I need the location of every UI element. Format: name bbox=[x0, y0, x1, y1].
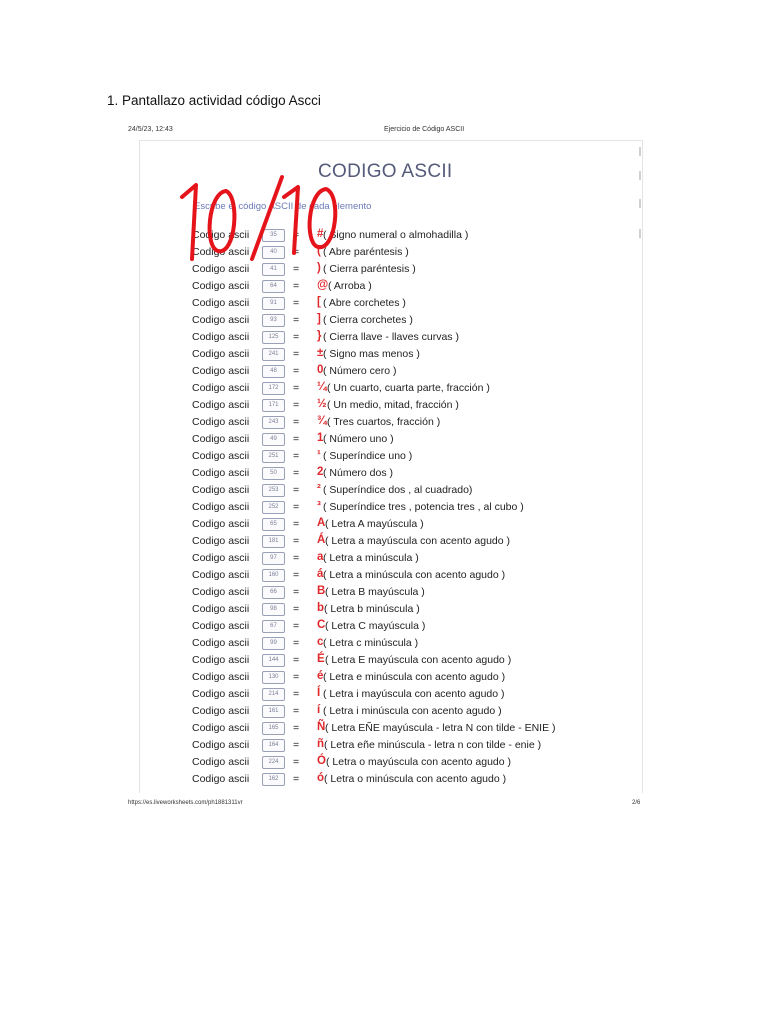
row-label: Codigo ascii bbox=[192, 433, 250, 445]
ascii-row bbox=[192, 550, 632, 567]
equals-sign: = bbox=[293, 773, 300, 785]
character-description: ( Cierra llave - llaves curvas ) bbox=[323, 331, 459, 343]
ascii-code-input[interactable]: 35 bbox=[262, 229, 285, 242]
ascii-code-input[interactable]: 252 bbox=[262, 501, 285, 514]
row-label: Codigo ascii bbox=[192, 280, 250, 292]
character-description: ( Superíndice uno ) bbox=[323, 450, 413, 462]
row-label: Codigo ascii bbox=[192, 569, 250, 581]
row-label: Codigo ascii bbox=[192, 331, 250, 343]
character-description: ( Letra C mayúscula ) bbox=[325, 620, 426, 632]
ascii-character: ) bbox=[317, 262, 321, 274]
ascii-code-input[interactable]: 243 bbox=[262, 416, 285, 429]
row-label: Codigo ascii bbox=[192, 501, 250, 513]
ascii-row bbox=[192, 380, 632, 397]
character-description: ( Letra o minúscula con acento agudo ) bbox=[324, 773, 507, 785]
row-label: Codigo ascii bbox=[192, 314, 250, 326]
row-label: Codigo ascii bbox=[192, 654, 250, 666]
ascii-row bbox=[192, 397, 632, 414]
equals-sign: = bbox=[293, 654, 300, 666]
character-description: ( Letra i minúscula con acento agudo ) bbox=[323, 705, 502, 717]
row-label: Codigo ascii bbox=[192, 399, 250, 411]
ascii-row bbox=[192, 601, 632, 618]
row-label: Codigo ascii bbox=[192, 297, 250, 309]
character-description: ( Letra b minúscula ) bbox=[324, 603, 420, 615]
ascii-code-input[interactable]: 161 bbox=[262, 705, 285, 718]
ascii-character: í bbox=[317, 704, 321, 716]
ascii-row bbox=[192, 533, 632, 550]
ascii-code-input[interactable]: 40 bbox=[262, 246, 285, 259]
equals-sign: = bbox=[293, 586, 300, 598]
row-label: Codigo ascii bbox=[192, 450, 250, 462]
ascii-character: ó bbox=[317, 772, 325, 784]
equals-sign: = bbox=[293, 382, 300, 394]
ascii-code-input[interactable]: 162 bbox=[262, 773, 285, 786]
row-label: Codigo ascii bbox=[192, 263, 250, 275]
ascii-rows bbox=[192, 227, 632, 788]
ascii-row bbox=[192, 227, 632, 244]
ascii-row bbox=[192, 618, 632, 635]
ascii-character: ¹ bbox=[317, 449, 321, 461]
equals-sign: = bbox=[293, 688, 300, 700]
ascii-code-input[interactable]: 165 bbox=[262, 722, 285, 735]
ascii-code-input[interactable]: 65 bbox=[262, 518, 285, 531]
ascii-row bbox=[192, 635, 632, 652]
ascii-code-input[interactable]: 144 bbox=[262, 654, 285, 667]
equals-sign: = bbox=[293, 433, 300, 445]
worksheet-title: CODIGO ASCII bbox=[318, 161, 453, 182]
ascii-character: Á bbox=[317, 534, 326, 546]
ascii-character: á bbox=[317, 568, 324, 580]
character-description: ( Superíndice tres , potencia tres , al cubo ) bbox=[323, 501, 524, 513]
ascii-code-input[interactable]: 66 bbox=[262, 586, 285, 599]
character-description: ( Letra E mayúscula con acento agudo ) bbox=[325, 654, 512, 666]
ascii-row bbox=[192, 346, 632, 363]
equals-sign: = bbox=[293, 501, 300, 513]
page-heading: 1. Pantallazo actividad código Ascci bbox=[107, 93, 321, 108]
equals-sign: = bbox=[293, 552, 300, 564]
ascii-code-input[interactable]: 64 bbox=[262, 280, 285, 293]
worksheet-instruction: Escribe el código ASCII de cada elemento bbox=[194, 201, 372, 212]
ascii-row bbox=[192, 244, 632, 261]
ascii-row bbox=[192, 584, 632, 601]
character-description: ( Letra a minúscula ) bbox=[323, 552, 419, 564]
row-label: Codigo ascii bbox=[192, 603, 250, 615]
ascii-code-input[interactable]: 130 bbox=[262, 671, 285, 684]
ascii-row bbox=[192, 703, 632, 720]
row-label: Codigo ascii bbox=[192, 535, 250, 547]
equals-sign: = bbox=[293, 637, 300, 649]
character-description: ( Abre corchetes ) bbox=[323, 297, 406, 309]
character-description: ( Letra a minúscula con acento agudo ) bbox=[323, 569, 506, 581]
ascii-character: ± bbox=[317, 347, 324, 359]
ascii-character: 0 bbox=[317, 364, 324, 376]
equals-sign: = bbox=[293, 756, 300, 768]
print-title: Ejercicio de Código ASCII bbox=[384, 126, 465, 133]
ascii-row bbox=[192, 278, 632, 295]
row-label: Codigo ascii bbox=[192, 518, 250, 530]
ascii-character: ñ bbox=[317, 738, 325, 750]
ascii-character: ] bbox=[317, 313, 321, 325]
ascii-code-input[interactable]: 98 bbox=[262, 603, 285, 616]
ascii-character: Í bbox=[317, 687, 321, 699]
equals-sign: = bbox=[293, 620, 300, 632]
ascii-code-input[interactable]: 99 bbox=[262, 637, 285, 650]
worksheet-screenshot bbox=[139, 140, 643, 793]
ascii-code-input[interactable]: 253 bbox=[262, 484, 285, 497]
ascii-character: a bbox=[317, 551, 324, 563]
character-description: ( Tres cuartos, fracción ) bbox=[327, 416, 441, 428]
ascii-code-input[interactable]: 181 bbox=[262, 535, 285, 548]
ascii-code-input[interactable]: 241 bbox=[262, 348, 285, 361]
equals-sign: = bbox=[293, 722, 300, 734]
row-label: Codigo ascii bbox=[192, 722, 250, 734]
ascii-row bbox=[192, 261, 632, 278]
ascii-row bbox=[192, 465, 632, 482]
character-description: ( Letra c minúscula ) bbox=[323, 637, 419, 649]
character-description: ( Un cuarto, cuarta parte, fracción ) bbox=[327, 382, 490, 394]
ascii-character: C bbox=[317, 619, 326, 631]
ascii-row bbox=[192, 771, 632, 788]
ascii-row bbox=[192, 567, 632, 584]
ascii-code-input[interactable]: 48 bbox=[262, 365, 285, 378]
row-label: Codigo ascii bbox=[192, 229, 250, 241]
equals-sign: = bbox=[293, 484, 300, 496]
character-description: ( Letra e minúscula con acento agudo ) bbox=[323, 671, 506, 683]
row-label: Codigo ascii bbox=[192, 246, 250, 258]
equals-sign: = bbox=[293, 314, 300, 326]
row-label: Codigo ascii bbox=[192, 552, 250, 564]
ascii-row bbox=[192, 669, 632, 686]
ascii-character: b bbox=[317, 602, 325, 614]
equals-sign: = bbox=[293, 263, 300, 275]
ascii-character: # bbox=[317, 228, 324, 240]
ascii-character: @ bbox=[317, 279, 329, 291]
row-label: Codigo ascii bbox=[192, 739, 250, 751]
equals-sign: = bbox=[293, 280, 300, 292]
equals-sign: = bbox=[293, 416, 300, 428]
ascii-character: A bbox=[317, 517, 326, 529]
equals-sign: = bbox=[293, 603, 300, 615]
equals-sign: = bbox=[293, 365, 300, 377]
ascii-code-input[interactable]: 49 bbox=[262, 433, 285, 446]
character-description: ( Abre paréntesis ) bbox=[323, 246, 409, 258]
ascii-row bbox=[192, 312, 632, 329]
row-label: Codigo ascii bbox=[192, 382, 250, 394]
ascii-code-input[interactable]: 171 bbox=[262, 399, 285, 412]
character-description: ( Letra o mayúscula con acento agudo ) bbox=[326, 756, 512, 768]
equals-sign: = bbox=[293, 399, 300, 411]
ascii-character: ¾ bbox=[317, 415, 327, 427]
ascii-row bbox=[192, 431, 632, 448]
ascii-character: B bbox=[317, 585, 326, 597]
ascii-code-input[interactable]: 50 bbox=[262, 467, 285, 480]
print-page: 2/6 bbox=[632, 800, 641, 806]
scroll-marker bbox=[639, 229, 641, 238]
equals-sign: = bbox=[293, 450, 300, 462]
ascii-character: 2 bbox=[317, 466, 324, 478]
equals-sign: = bbox=[293, 705, 300, 717]
ascii-character: é bbox=[317, 670, 324, 682]
ascii-code-input[interactable]: 224 bbox=[262, 756, 285, 769]
equals-sign: = bbox=[293, 535, 300, 547]
ascii-code-input[interactable]: 164 bbox=[262, 739, 285, 752]
character-description: ( Número uno ) bbox=[323, 433, 394, 445]
scroll-marker bbox=[639, 147, 641, 156]
character-description: ( Letra EÑE mayúscula - letra N con tilde - ENIE ) bbox=[325, 722, 556, 734]
ascii-character: Ó bbox=[317, 755, 326, 767]
ascii-code-input[interactable]: 91 bbox=[262, 297, 285, 310]
ascii-code-input[interactable]: 172 bbox=[262, 382, 285, 395]
character-description: ( Letra eñe minúscula - letra n con tilde - enie ) bbox=[324, 739, 542, 751]
scroll-marker bbox=[639, 199, 641, 208]
character-description: ( Cierra corchetes ) bbox=[323, 314, 413, 326]
row-label: Codigo ascii bbox=[192, 773, 250, 785]
ascii-row bbox=[192, 686, 632, 703]
ascii-character: ( bbox=[317, 245, 321, 257]
ascii-character: ² bbox=[317, 483, 321, 495]
character-description: ( Cierra paréntesis ) bbox=[323, 263, 416, 275]
character-description: ( Letra A mayúscula ) bbox=[325, 518, 424, 530]
row-label: Codigo ascii bbox=[192, 467, 250, 479]
equals-sign: = bbox=[293, 739, 300, 751]
ascii-row bbox=[192, 363, 632, 380]
equals-sign: = bbox=[293, 297, 300, 309]
character-description: ( Signo numeral o almohadilla ) bbox=[323, 229, 469, 241]
ascii-row bbox=[192, 754, 632, 771]
character-description: ( Número cero ) bbox=[323, 365, 397, 377]
character-description: ( Letra a mayúscula con acento agudo ) bbox=[325, 535, 511, 547]
print-datetime: 24/5/23, 12:43 bbox=[128, 126, 173, 133]
row-label: Codigo ascii bbox=[192, 586, 250, 598]
character-description: ( Un medio, mitad, fracción ) bbox=[327, 399, 459, 411]
row-label: Codigo ascii bbox=[192, 484, 250, 496]
ascii-code-input[interactable]: 214 bbox=[262, 688, 285, 701]
equals-sign: = bbox=[293, 569, 300, 581]
ascii-code-input[interactable]: 97 bbox=[262, 552, 285, 565]
row-label: Codigo ascii bbox=[192, 348, 250, 360]
ascii-code-input[interactable]: 41 bbox=[262, 263, 285, 276]
equals-sign: = bbox=[293, 348, 300, 360]
scroll-marker bbox=[639, 171, 641, 180]
ascii-row bbox=[192, 737, 632, 754]
ascii-character: ³ bbox=[317, 500, 321, 512]
equals-sign: = bbox=[293, 518, 300, 530]
ascii-row bbox=[192, 448, 632, 465]
row-label: Codigo ascii bbox=[192, 705, 250, 717]
ascii-character: } bbox=[317, 330, 322, 342]
ascii-character: ¼ bbox=[317, 381, 327, 393]
character-description: ( Signo mas menos ) bbox=[323, 348, 420, 360]
row-label: Codigo ascii bbox=[192, 620, 250, 632]
ascii-row bbox=[192, 516, 632, 533]
row-label: Codigo ascii bbox=[192, 365, 250, 377]
ascii-code-input[interactable]: 67 bbox=[262, 620, 285, 633]
row-label: Codigo ascii bbox=[192, 637, 250, 649]
ascii-row bbox=[192, 720, 632, 737]
ascii-code-input[interactable]: 251 bbox=[262, 450, 285, 463]
ascii-row bbox=[192, 482, 632, 499]
row-label: Codigo ascii bbox=[192, 756, 250, 768]
ascii-row bbox=[192, 414, 632, 431]
ascii-row bbox=[192, 652, 632, 669]
ascii-character: ½ bbox=[317, 398, 327, 410]
character-description: ( Letra B mayúscula ) bbox=[325, 586, 425, 598]
ascii-row bbox=[192, 499, 632, 516]
row-label: Codigo ascii bbox=[192, 416, 250, 428]
equals-sign: = bbox=[293, 331, 300, 343]
ascii-character: c bbox=[317, 636, 324, 648]
equals-sign: = bbox=[293, 246, 300, 258]
print-url: https://es.liveworksheets.com/ph1881311vr bbox=[128, 800, 243, 806]
ascii-row bbox=[192, 329, 632, 346]
character-description: ( Número dos ) bbox=[323, 467, 394, 479]
ascii-character: Ñ bbox=[317, 721, 326, 733]
ascii-code-input[interactable]: 125 bbox=[262, 331, 285, 344]
ascii-code-input[interactable]: 93 bbox=[262, 314, 285, 327]
character-description: ( Superíndice dos , al cuadrado) bbox=[323, 484, 473, 496]
ascii-code-input[interactable]: 160 bbox=[262, 569, 285, 582]
row-label: Codigo ascii bbox=[192, 688, 250, 700]
character-description: ( Arroba ) bbox=[328, 280, 372, 292]
row-label: Codigo ascii bbox=[192, 671, 250, 683]
equals-sign: = bbox=[293, 467, 300, 479]
equals-sign: = bbox=[293, 671, 300, 683]
ascii-row bbox=[192, 295, 632, 312]
ascii-character: [ bbox=[317, 296, 321, 308]
character-description: ( Letra i mayúscula con acento agudo ) bbox=[323, 688, 505, 700]
ascii-character: É bbox=[317, 653, 325, 665]
ascii-character: 1 bbox=[317, 432, 324, 444]
equals-sign: = bbox=[293, 229, 300, 241]
